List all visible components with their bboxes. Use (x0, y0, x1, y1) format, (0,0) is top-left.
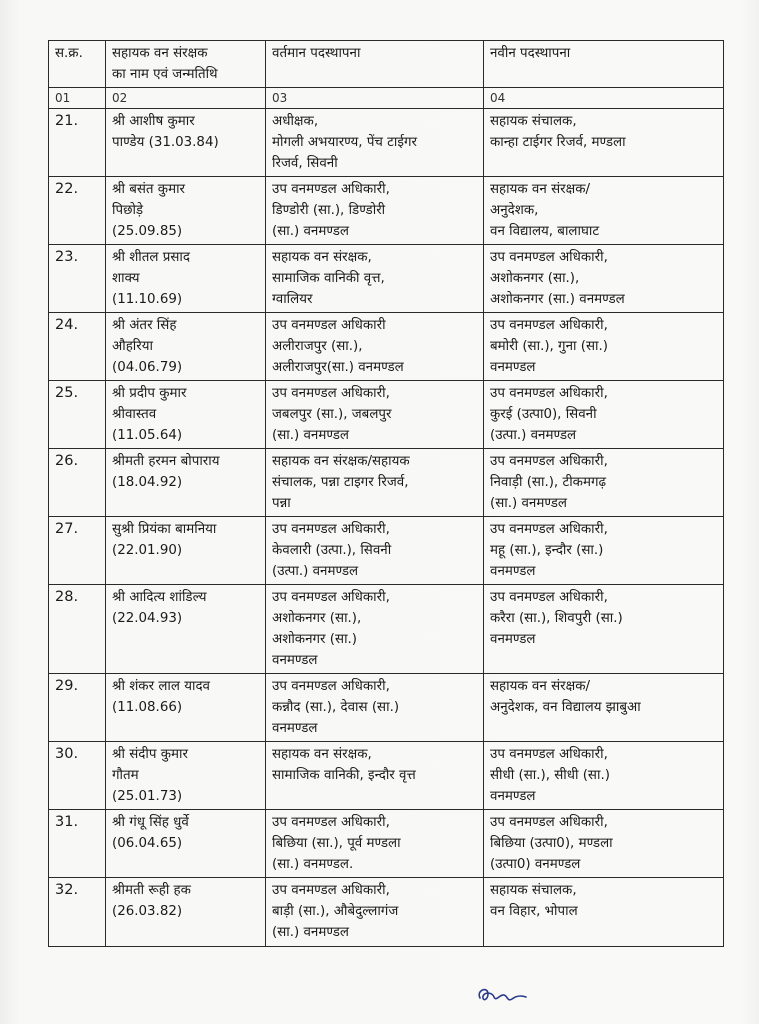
cell-line: मोगली अभयारण्य, पेंच टाईगर (272, 135, 417, 150)
officer-name-cell (106, 517, 266, 585)
current-posting-cell (266, 245, 484, 313)
cell-line: बिछिया (उत्पा0), मण्डला (490, 836, 613, 851)
table-row (49, 381, 724, 449)
table-row (49, 109, 724, 177)
header-current-posting: वर्तमान पदस्थापना (266, 41, 484, 88)
new-posting-cell (484, 878, 724, 947)
cell-line: बाड़ी (सा.), औबेदुल्लागंज (272, 904, 399, 919)
cell-line: सहायक वन संरक्षक/सहायक (272, 454, 410, 469)
cell-line: सहायक वन संरक्षक/ (490, 182, 590, 197)
cell-line: अलीराजपुर(सा.) वनमण्डल (272, 360, 404, 375)
cell-line: सामाजिक वानिकी, इन्दौर वृत्त (272, 768, 416, 783)
serial-number: 29. (49, 674, 106, 742)
cell-line: अशोकनगर (सा.) (272, 632, 358, 647)
cell-line: कुरई (उत्पा0), सिवनी (490, 407, 597, 422)
serial-number: 28. (49, 585, 106, 674)
cell-line: (उत्पा.) वनमण्डल (272, 564, 359, 579)
serial-number: 24. (49, 313, 106, 381)
cell-line: श्री प्रदीप कुमार (112, 386, 187, 401)
cell-line: सहायक वन संरक्षक, (272, 250, 372, 265)
officer-name-cell (106, 449, 266, 517)
cell-line: (सा.) वनमण्डल (272, 428, 349, 443)
cell-line: (उत्पा.) वनमण्डल (490, 428, 577, 443)
cell-line: अशोकनगर (सा.) वनमण्डल (490, 292, 625, 307)
officer-name-cell (106, 742, 266, 810)
cell-line: उप वनमण्डल अधिकारी, (490, 386, 608, 401)
current-posting-cell (266, 674, 484, 742)
officer-name-cell (106, 810, 266, 878)
new-posting-cell (484, 585, 724, 674)
serial-number: 32. (49, 878, 106, 947)
table-row (49, 449, 724, 517)
officer-name-cell (106, 381, 266, 449)
cell-line: अशोकनगर (सा.), (272, 611, 362, 626)
cell-line: (22.04.93) (112, 611, 183, 626)
header-serial-number: स.क्र. (49, 41, 106, 88)
current-posting-cell (266, 177, 484, 245)
cell-line: कन्नौद (सा.), देवास (सा.) (272, 700, 400, 715)
table-row (49, 742, 724, 810)
cell-line: रिजर्व, सिवनी (272, 156, 338, 171)
officer-name-cell (106, 313, 266, 381)
cell-line: (06.04.65) (112, 836, 183, 851)
cell-line: (25.09.85) (112, 224, 183, 239)
cell-line: श्री गंधू सिंह धुर्वे (112, 815, 189, 830)
handwritten-signature (474, 980, 534, 1010)
cell-line: महू (सा.), इन्दौर (सा.) (490, 543, 604, 558)
cell-line: सीधी (सा.), सीधी (सा.) (490, 768, 610, 783)
current-posting-cell (266, 742, 484, 810)
cell-line: अनुदेशक, वन विद्यालय झाबुआ (490, 700, 641, 715)
table-row (49, 674, 724, 742)
cell-line: (18.04.92) (112, 475, 183, 490)
cell-line: श्रीमती रूही हक (112, 883, 191, 898)
serial-number: 30. (49, 742, 106, 810)
cell-line: उप वनमण्डल अधिकारी, (490, 318, 608, 333)
cell-line: श्रीवास्तव (112, 407, 157, 422)
cell-line: अलीराजपुर (सा.), (272, 339, 363, 354)
header-new-posting: नवीन पदस्थापना (484, 41, 724, 88)
cell-line: उप वनमण्डल अधिकारी, (490, 815, 608, 830)
new-posting-cell (484, 313, 724, 381)
cell-line: सुश्री प्रियंका बामनिया (112, 522, 217, 537)
cell-line: (22.01.90) (112, 543, 183, 558)
cell-line: संचालक, पन्ना टाइगर रिजर्व, (272, 475, 409, 490)
current-posting-cell (266, 313, 484, 381)
officer-name-cell (106, 177, 266, 245)
current-posting-cell (266, 381, 484, 449)
cell-line: श्री संदीप कुमार (112, 747, 188, 762)
new-posting-cell (484, 449, 724, 517)
cell-line: (उत्पा0) वनमण्डल (490, 857, 581, 872)
table-row (49, 245, 724, 313)
cell-line: अनुदेशक, (490, 203, 539, 218)
cell-line: बमोरी (सा.), गुना (सा.) (490, 339, 608, 354)
officer-name-cell (106, 109, 266, 177)
cell-line: वन विहार, भोपाल (490, 904, 578, 919)
new-posting-cell (484, 810, 724, 878)
cell-line: डिण्डोरी (सा.), डिण्डोरी (272, 203, 386, 218)
cell-line: वनमण्डल (490, 360, 536, 375)
cell-line: बिछिया (सा.), पूर्व मण्डला (272, 836, 401, 851)
cell-line: वन विद्यालय, बालाघाट (490, 224, 600, 239)
new-posting-cell (484, 177, 724, 245)
officer-name-cell (106, 245, 266, 313)
serial-number: 23. (49, 245, 106, 313)
current-posting-cell (266, 878, 484, 947)
cell-line: (25.01.73) (112, 789, 183, 804)
cell-line: कान्हा टाईगर रिजर्व, मण्डला (490, 135, 626, 150)
cell-line: उप वनमण्डल अधिकारी, (490, 747, 608, 762)
cell-line: निवाड़ी (सा.), टीकमगढ़ (490, 475, 607, 490)
cell-line: (सा.) वनमण्डल (490, 496, 567, 511)
cell-line: (11.05.64) (112, 428, 183, 443)
cell-line: करैरा (सा.), शिवपुरी (सा.) (490, 611, 623, 626)
transfer-order-table (48, 40, 724, 947)
cell-line: पन्ना (272, 496, 291, 511)
cell-line: (04.06.79) (112, 360, 183, 375)
cell-line: औहरिया (112, 339, 153, 354)
cell-line: (सा.) वनमण्डल. (272, 857, 354, 872)
cell-line: सहायक वन संरक्षक, (272, 747, 372, 762)
cell-line: पिछोड़े (112, 203, 144, 218)
current-posting-cell (266, 517, 484, 585)
header-officer-name-line-1: सहायक वन संरक्षक (112, 46, 208, 61)
cell-line: जबलपुर (सा.), जबलपुर (272, 407, 392, 422)
table-row (49, 810, 724, 878)
column-number: 03 (266, 88, 484, 109)
cell-line: वनमण्डल (272, 721, 318, 736)
serial-number: 25. (49, 381, 106, 449)
cell-line: श्री आदित्य शांडिल्य (112, 590, 207, 605)
cell-line: उप वनमण्डल अधिकारी, (272, 386, 390, 401)
officer-name-cell (106, 878, 266, 947)
column-number-row (49, 88, 724, 109)
table-row (49, 313, 724, 381)
cell-line: अशोकनगर (सा.), (490, 271, 580, 286)
cell-line: वनमण्डल (490, 564, 536, 579)
cell-line: सामाजिक वानिकी वृत्त, (272, 271, 385, 286)
table-header-row (49, 41, 724, 88)
serial-number: 26. (49, 449, 106, 517)
cell-line: श्री अंतर सिंह (112, 318, 177, 333)
cell-line: गौतम (112, 768, 139, 783)
current-posting-cell (266, 449, 484, 517)
serial-number: 31. (49, 810, 106, 878)
cell-line: उप वनमण्डल अधिकारी, (272, 815, 390, 830)
cell-line: शाक्य (112, 271, 140, 286)
table-row (49, 878, 724, 947)
new-posting-cell (484, 742, 724, 810)
cell-line: (11.10.69) (112, 292, 183, 307)
column-number: 01 (49, 88, 106, 109)
cell-line: अधीक्षक, (272, 114, 319, 129)
cell-line: श्री शंकर लाल यादव (112, 679, 211, 694)
cell-line: उप वनमण्डल अधिकारी (272, 318, 386, 333)
officer-name-cell (106, 585, 266, 674)
current-posting-cell (266, 810, 484, 878)
current-posting-cell (266, 109, 484, 177)
serial-number: 22. (49, 177, 106, 245)
cell-line: श्री शीतल प्रसाद (112, 250, 190, 265)
current-posting-cell (266, 585, 484, 674)
cell-line: केवलारी (उत्पा.), सिवनी (272, 543, 392, 558)
cell-line: ग्वालियर (272, 292, 313, 307)
cell-line: श्रीमती हरमन बोपाराय (112, 454, 220, 469)
cell-line: उप वनमण्डल अधिकारी, (272, 883, 390, 898)
table-row (49, 177, 724, 245)
cell-line: श्री बसंत कुमार (112, 182, 186, 197)
cell-line: वनमण्डल (272, 653, 318, 668)
officer-name-cell (106, 674, 266, 742)
column-number: 04 (484, 88, 724, 109)
header-officer-name (106, 41, 266, 88)
cell-line: सहायक संचालक, (490, 114, 577, 129)
header-officer-name-line-2: का नाम एवं जन्मतिथि (112, 67, 218, 82)
cell-line: उप वनमण्डल अधिकारी, (272, 679, 390, 694)
table-row (49, 517, 724, 585)
cell-line: उप वनमण्डल अधिकारी, (490, 522, 608, 537)
cell-line: (सा.) वनमण्डल (272, 224, 349, 239)
cell-line: (11.08.66) (112, 700, 183, 715)
cell-line: उप वनमण्डल अधिकारी, (490, 590, 608, 605)
serial-number: 21. (49, 109, 106, 177)
new-posting-cell (484, 381, 724, 449)
cell-line: उप वनमण्डल अधिकारी, (490, 454, 608, 469)
cell-line: उप वनमण्डल अधिकारी, (272, 182, 390, 197)
new-posting-cell (484, 109, 724, 177)
cell-line: सहायक संचालक, (490, 883, 577, 898)
cell-line: (सा.) वनमण्डल (272, 925, 349, 940)
cell-line: (26.03.82) (112, 904, 183, 919)
cell-line: वनमण्डल (490, 789, 536, 804)
cell-line: उप वनमण्डल अधिकारी, (272, 522, 390, 537)
cell-line: वनमण्डल (490, 632, 536, 647)
cell-line: श्री आशीष कुमार (112, 114, 195, 129)
serial-number: 27. (49, 517, 106, 585)
cell-line: पाण्डेय (31.03.84) (112, 135, 219, 150)
new-posting-cell (484, 674, 724, 742)
new-posting-cell (484, 245, 724, 313)
cell-line: उप वनमण्डल अधिकारी, (490, 250, 608, 265)
column-number: 02 (106, 88, 266, 109)
table-row (49, 585, 724, 674)
cell-line: उप वनमण्डल अधिकारी, (272, 590, 390, 605)
new-posting-cell (484, 517, 724, 585)
cell-line: सहायक वन संरक्षक/ (490, 679, 590, 694)
